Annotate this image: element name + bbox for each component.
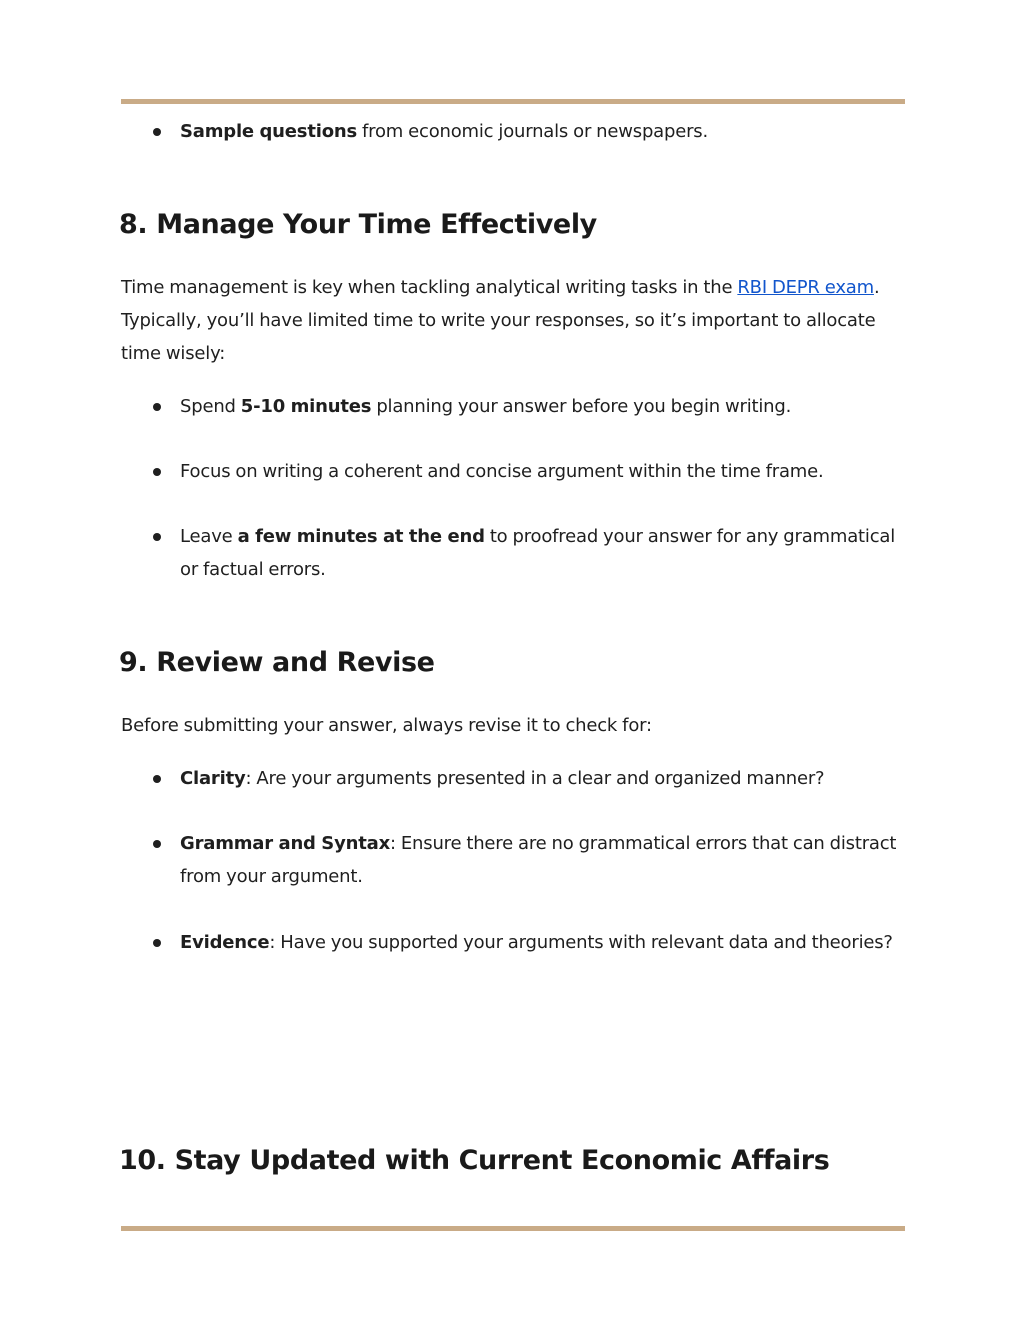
list-item [180, 390, 900, 423]
section-9-intro: Before submitting your answer, always revise it to check for: [121, 715, 652, 736]
item-bold-label: Grammar and Syntax [180, 833, 390, 854]
list-item [180, 455, 900, 488]
item-text: planning your answer before you begin writing. [371, 396, 792, 417]
list-item [180, 762, 900, 795]
section-heading-10: 10. Stay Updated with Current Economic Affairs [119, 1145, 830, 1176]
list-item [180, 115, 900, 148]
section-8-paragraph [121, 271, 911, 370]
item-text: to proofread your answer for any grammatical or factual errors. [180, 526, 896, 580]
bottom-divider [121, 1226, 905, 1231]
section-heading-8: 8. Manage Your Time Effectively [119, 209, 597, 240]
top-divider [121, 99, 905, 104]
item-bold-label: Clarity [180, 768, 246, 789]
paragraph-text: . Typically, you’ll have limited time to write your responses, so it’s important to allocate time wisely: [121, 277, 880, 364]
section-heading-9: 9. Review and Revise [119, 647, 435, 678]
item-bold-label: 5-10 minutes [240, 396, 372, 417]
item-bold-label: Evidence [180, 932, 270, 953]
rbi-depr-exam-link[interactable]: RBI DEPR exam [737, 277, 874, 298]
item-bold-label: a few minutes at the end [237, 526, 485, 547]
item-text: from economic journals or newspapers. [357, 121, 709, 142]
paragraph-text: Time management is key when tackling analytical writing tasks in the [121, 277, 738, 298]
list-item [180, 520, 900, 586]
item-text: Leave [180, 526, 238, 547]
item-text: Focus on writing a coherent and concise argument within the time frame. [180, 461, 824, 482]
list-item [180, 827, 900, 893]
item-text: : Are your arguments presented in a clear and organized manner? [245, 768, 825, 789]
item-text: : Ensure there are no grammatical errors that can distract from your argument. [180, 833, 897, 887]
item-text: : Have you supported your arguments with relevant data and theories? [269, 932, 893, 953]
list-item [180, 926, 900, 959]
item-bold-label: Sample questions [180, 121, 357, 142]
item-text: Spend [180, 396, 241, 417]
